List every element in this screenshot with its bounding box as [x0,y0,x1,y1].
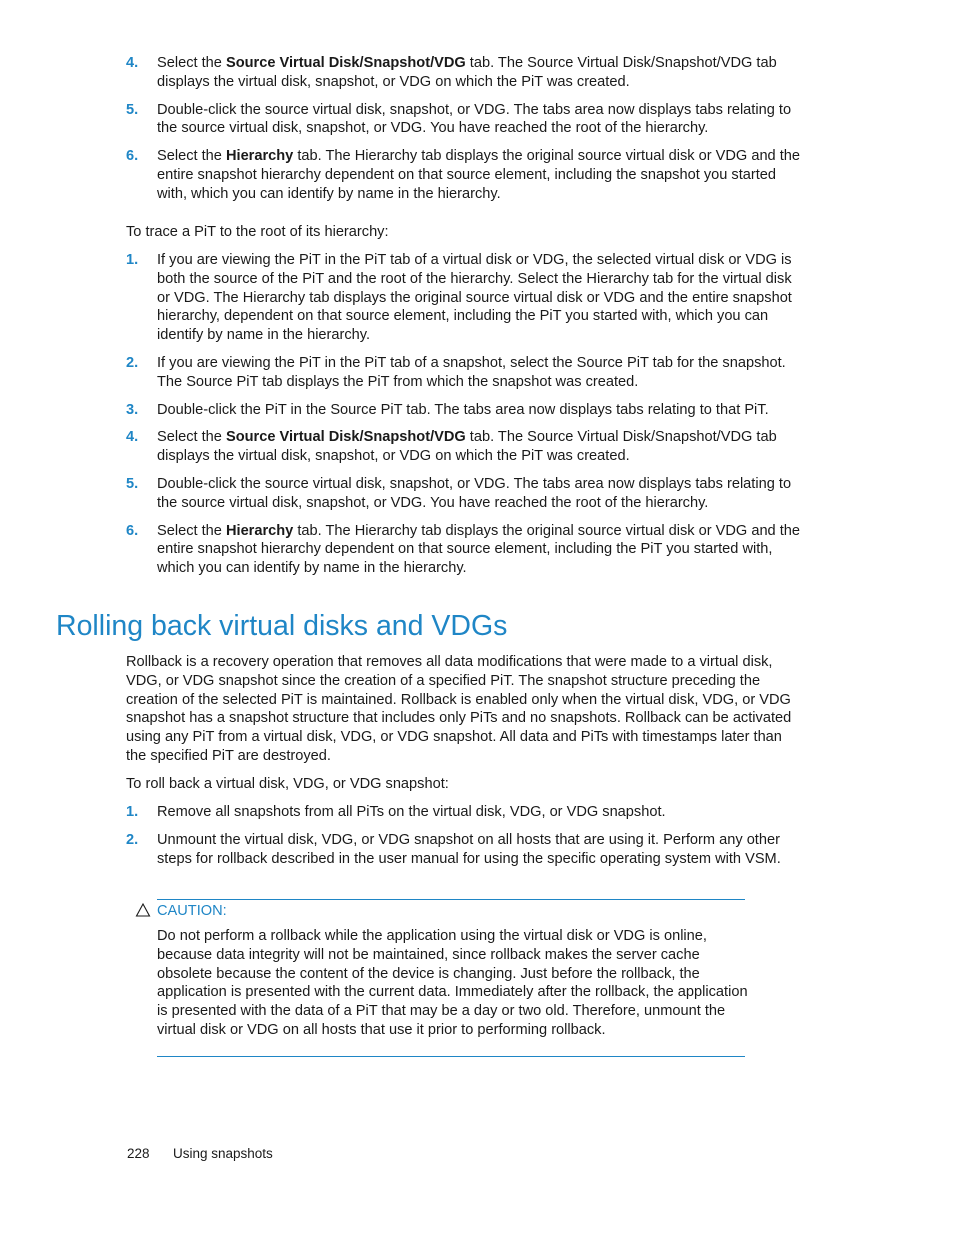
caution-label: CAUTION: [157,903,227,919]
step-number: 1. [126,804,139,820]
step-number: 2. [126,831,139,848]
step-number: 6. [126,148,139,165]
list-item [126,251,806,345]
step-text: Remove all snapshots from all PiTs on the virtual disk, VDG, or VDG snapshot. [157,804,666,820]
list-item [126,831,806,869]
footer-section-title: Using snapshots [173,1146,273,1161]
list-item [126,522,806,578]
list-item [126,475,806,513]
step-number: 2. [126,354,139,371]
step-number: 1. [126,252,139,268]
steps-list-trace-pit [126,251,806,587]
step-number: 3. [126,401,139,418]
page-number: 228 [127,1146,150,1161]
step-text: Select the Source Virtual Disk/Snapshot/VDG tab. The Source Virtual Disk/Snapshot/VDG tab displays the virtual disk, snapshot, or VDG on which the PiT was created. [157,429,777,465]
list-item [126,803,806,822]
rollback-description-paragraph: Rollback is a recovery operation that removes all data modifications that were made to a virtual disk, VDG, or VDG snapshot since the creation of a specified PiT. The snapshot structure preceding the creation of the selected PiT is maintained. Rollback is enabled only when the virtual disk, VDG, or VDG snapshot has a snapshot structure that includes only PiTs and no snapshots. Rollback can be activated using any PiT from a virtual disk, VDG, or VDG snapshot. All data and PiTs with timestamps later than the specified PiT are destroyed. [126,654,792,764]
steps-list-rollback [126,803,806,877]
step-text: Select the Hierarchy tab. The Hierarchy tab displays the original source virtual disk or VDG and the entire snapshot hierarchy dependent on that source element, including the PiT you started with, which you can identify by name in the hierarchy. [157,522,801,577]
step-number: 4. [126,429,139,446]
warning-triangle-icon [135,902,151,918]
step-number: 5. [126,475,139,492]
caution-text: Do not perform a rollback while the application using the virtual disk or VDG is online, because data integrity will not be maintained, since rollback makes the server cache obsolete because the content of the device is changing. Just before the rollback, the application is presented with the current data. Immediately after the rollback, the application is presented with the data of a PiT that may be a day or two old. Therefore, unmount the virtual disk or VDG on all hosts that use it prior to performing rollback. [157,928,748,1038]
list-item [126,428,806,466]
list-item [126,54,806,92]
step-number: 5. [126,101,139,118]
list-item [126,101,806,139]
list-item [126,147,806,203]
rollback-intro-paragraph: To roll back a virtual disk, VDG, or VDG snapshot: [126,776,449,792]
step-text: If you are viewing the PiT in the PiT tab of a snapshot, select the Source PiT tab for the snapshot. The Source PiT tab displays the PiT from which the snapshot was created. [157,354,786,390]
trace-intro-paragraph: To trace a PiT to the root of its hierarchy: [126,224,389,240]
step-text: If you are viewing the PiT in the PiT tab of a virtual disk or VDG, the selected virtual disk or VDG is both the source of the PiT and the root of the hierarchy. Select the Hierarchy tab for the virtual disk or VDG. The Hierarchy tab displays the original source virtual disk or VDG and the entire snapshot hierarchy, dependent on that source element, including the PiT you started with, which you can identify by name in the hierarchy. [157,252,792,344]
caution-box [157,899,748,1057]
step-number: 4. [126,55,139,71]
list-item [126,354,806,392]
section-heading: Rolling back virtual disks and VDGs [56,610,508,642]
step-text: Select the Hierarchy tab. The Hierarchy tab displays the original source virtual disk or VDG and the entire snapshot hierarchy dependent on that source element, including the snapshot you started with, which you can identify by name in the hierarchy. [157,148,801,202]
step-text: Double-click the source virtual disk, snapshot, or VDG. The tabs area now displays tabs relating to the source virtual disk, snapshot, or VDG. You have reached the root of the hierarchy. [157,101,792,137]
step-text: Double-click the source virtual disk, snapshot, or VDG. The tabs area now displays tabs relating to the source virtual disk, snapshot, or VDG. You have reached the root of the hierarchy. [157,475,792,511]
step-text: Unmount the virtual disk, VDG, or VDG snapshot on all hosts that are using it. Perform any other steps for rollback described in the user manual for using the specific operating system with VSM. [157,831,781,867]
list-item [126,401,806,420]
step-number: 6. [126,522,139,539]
step-text: Double-click the PiT in the Source PiT tab. The tabs area now displays tabs relating to that PiT. [157,401,769,418]
steps-list-hierarchy-snapshot [126,54,806,213]
page-footer [127,1145,273,1163]
step-text: Select the Source Virtual Disk/Snapshot/VDG tab. The Source Virtual Disk/Snapshot/VDG tab displays the virtual disk, snapshot, or VDG on which the PiT was created. [157,55,777,90]
